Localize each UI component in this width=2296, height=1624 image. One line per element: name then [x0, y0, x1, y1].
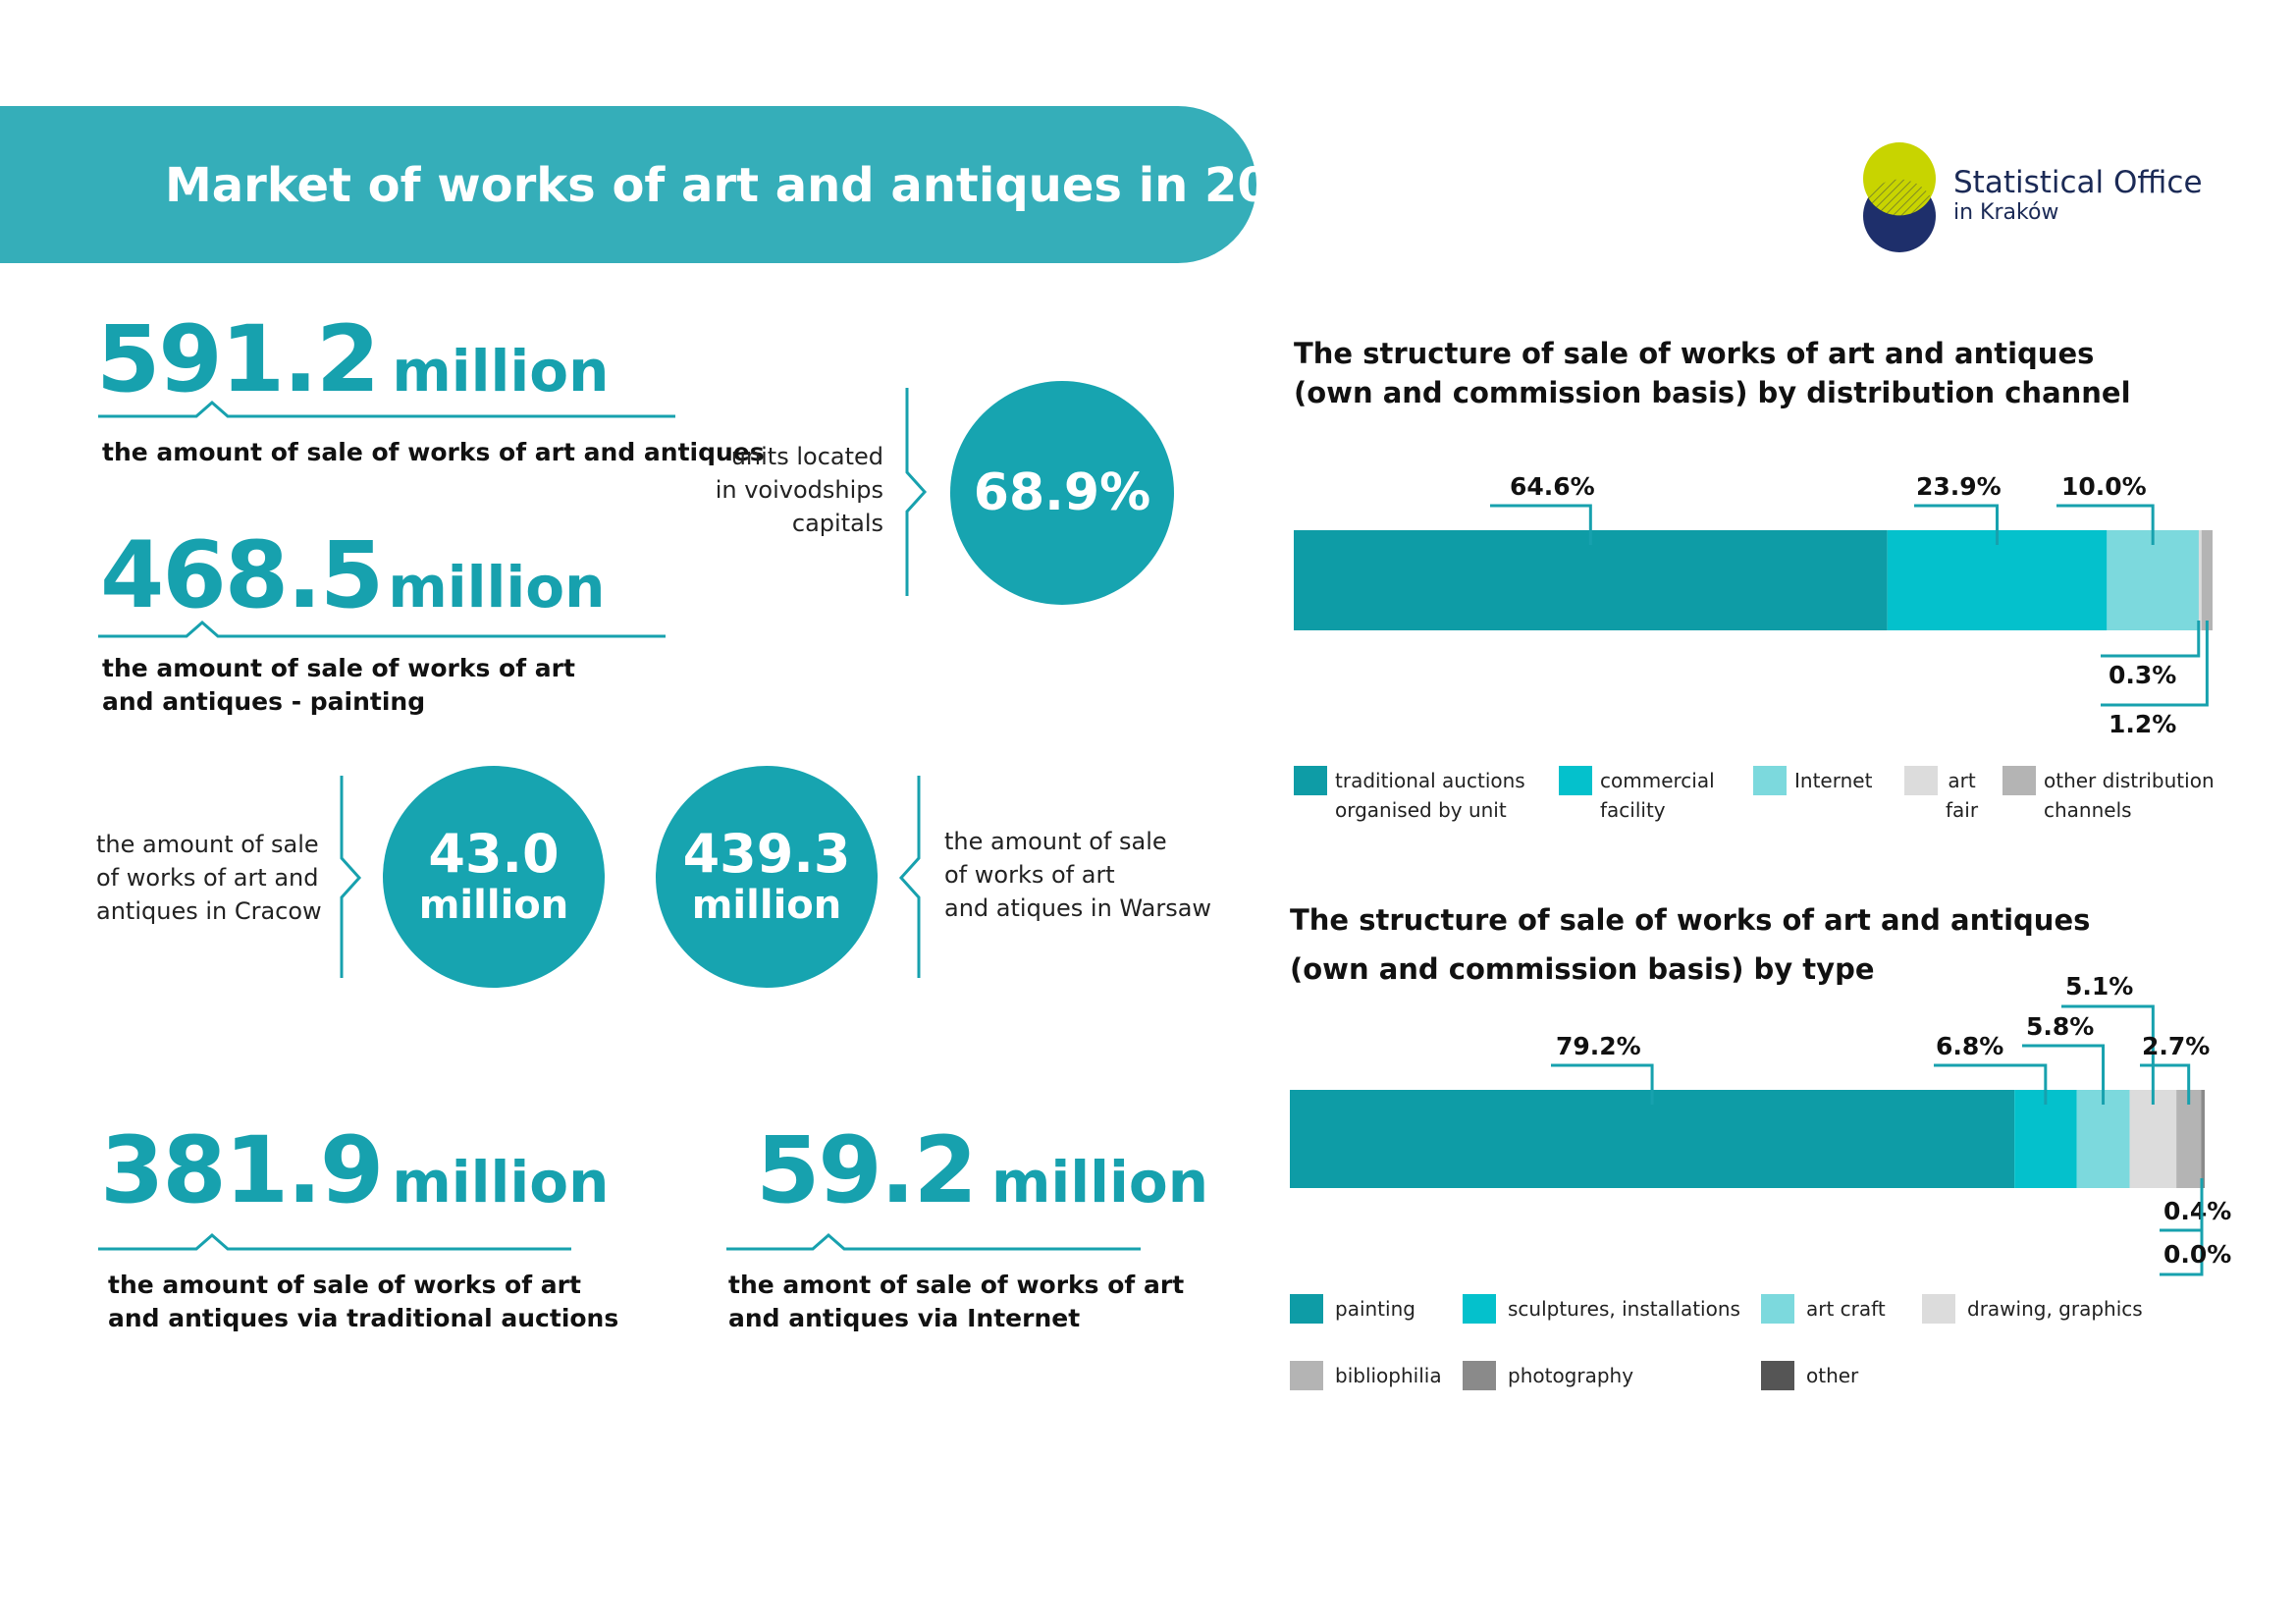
data-label-painting: 79.2%	[1556, 1032, 1641, 1060]
chart2-title: The structure of sale of works of art and antiques (own and commission basis) by type	[1290, 903, 2091, 986]
data-label-other-distribution-channels: 1.2%	[2109, 710, 2177, 738]
page-title: Market of works of art and antiques in 2021	[165, 158, 1336, 213]
legend-swatch-commercial-facility	[1559, 766, 1592, 795]
bar-segment-commercial-facility	[1888, 530, 2108, 630]
legend-label-internet: Internet	[1794, 769, 1873, 792]
chart2-stacked-bar	[1276, 962, 2258, 1296]
data-label-commercial-facility: 23.9%	[1916, 472, 2002, 501]
auctions-sales-value: 381.9 million	[100, 1117, 610, 1224]
legend-swatch-other-distribution-channels	[2002, 766, 2036, 795]
legend-swatch-art-fair	[1904, 766, 1938, 795]
legend-label-drawing-graphics: drawing, graphics	[1967, 1297, 2143, 1321]
legend-swatch-sculptures-installations	[1463, 1294, 1496, 1324]
bar-segment-art-fair	[2199, 530, 2202, 630]
legend-label-commercial-facility: commercial facility	[1600, 769, 1715, 822]
chart1-stacked-bar	[1276, 461, 2258, 756]
cracow-circle: 43.0 million	[383, 766, 605, 988]
capitals-label: units located in voivodships capitals	[715, 443, 883, 537]
legend-swatch-other	[1761, 1361, 1794, 1390]
legend-swatch-art-craft	[1761, 1294, 1794, 1324]
warsaw-circle: 439.3 million	[656, 766, 878, 988]
legend-swatch-drawing-graphics	[1922, 1294, 1955, 1324]
auctions-sales-label: the amount of sale of works of art and antiques via traditional auctions	[108, 1271, 619, 1332]
bar-segment-traditional-auctions-organised-by-unit	[1294, 530, 1888, 630]
warsaw-label: the amount of sale of works of art and atiques in Warsaw	[944, 828, 1212, 922]
internet-sales-underline	[726, 1225, 1158, 1255]
legend-label-other-distribution-channels: other distribution channels	[2044, 769, 2215, 822]
legend-label-art-fair: art fair	[1946, 769, 1979, 822]
cracow-bracket	[330, 776, 369, 978]
auctions-sales-underline	[98, 1225, 589, 1255]
total-sales-label: the amount of sale of works of art and antiques	[102, 438, 765, 466]
logo-name: Statistical Office	[1953, 165, 2203, 200]
legend-label-other: other	[1806, 1364, 1859, 1387]
total-sales-underline	[98, 393, 687, 422]
internet-sales-label: the amont of sale of works of art and antiques via Internet	[728, 1271, 1185, 1332]
legend-label-traditional-auctions-organised-by-unit: traditional auctions organised by unit	[1335, 769, 1525, 822]
data-label-other: 0.0%	[2163, 1240, 2232, 1269]
painting-sales-value: 468.5 million	[100, 522, 606, 629]
legend-label-painting: painting	[1335, 1297, 1415, 1321]
chart1-title: The structure of sale of works of art and antiques (own and commission basis) by distribution channel	[1294, 337, 2131, 409]
data-label-sculptures-installations: 6.8%	[1936, 1032, 2004, 1060]
legend-label-photography: photography	[1508, 1364, 1634, 1387]
warsaw-bracket	[895, 776, 934, 978]
chart2-legend	[1290, 1294, 2232, 1412]
legend-swatch-traditional-auctions-organised-by-unit	[1294, 766, 1327, 795]
legend-swatch-painting	[1290, 1294, 1323, 1324]
bar-segment-photography	[2201, 1090, 2205, 1188]
logo-subtitle: in Kraków	[1953, 200, 2059, 225]
internet-sales-value: 59.2 million	[756, 1117, 1209, 1224]
data-label-drawing-graphics: 5.1%	[2065, 972, 2134, 1001]
data-label-bibliophilia: 2.7%	[2142, 1032, 2211, 1060]
legend-swatch-bibliophilia	[1290, 1361, 1323, 1390]
data-label-art-fair: 0.3%	[2109, 661, 2177, 689]
total-sales-value: 591.2 million	[96, 306, 610, 413]
painting-sales-underline	[98, 613, 687, 642]
legend-label-sculptures-installations: sculptures, installations	[1508, 1297, 1740, 1321]
statistical-office-logo-icon	[1860, 139, 1939, 255]
bar-segment-other-distribution-channels	[2202, 530, 2213, 630]
legend-label-bibliophilia: bibliophilia	[1335, 1364, 1442, 1387]
legend-swatch-internet	[1753, 766, 1787, 795]
data-label-traditional-auctions-organised-by-unit: 64.6%	[1510, 472, 1595, 501]
data-label-photography: 0.4%	[2163, 1197, 2232, 1225]
legend-label-art-craft: art craft	[1806, 1297, 1886, 1321]
legend-swatch-photography	[1463, 1361, 1496, 1390]
chart1-legend	[1294, 766, 2236, 844]
capitals-circle: 68.9%	[950, 381, 1174, 605]
data-label-art-craft: 5.8%	[2026, 1012, 2095, 1041]
bar-segment-internet	[2107, 530, 2199, 630]
painting-sales-label: the amount of sale of works of art and antiques - painting	[102, 654, 575, 716]
data-label-internet: 10.0%	[2061, 472, 2147, 501]
cracow-label: the amount of sale of works of art and antiques in Cracow	[96, 831, 322, 925]
capitals-bracket	[895, 388, 934, 596]
